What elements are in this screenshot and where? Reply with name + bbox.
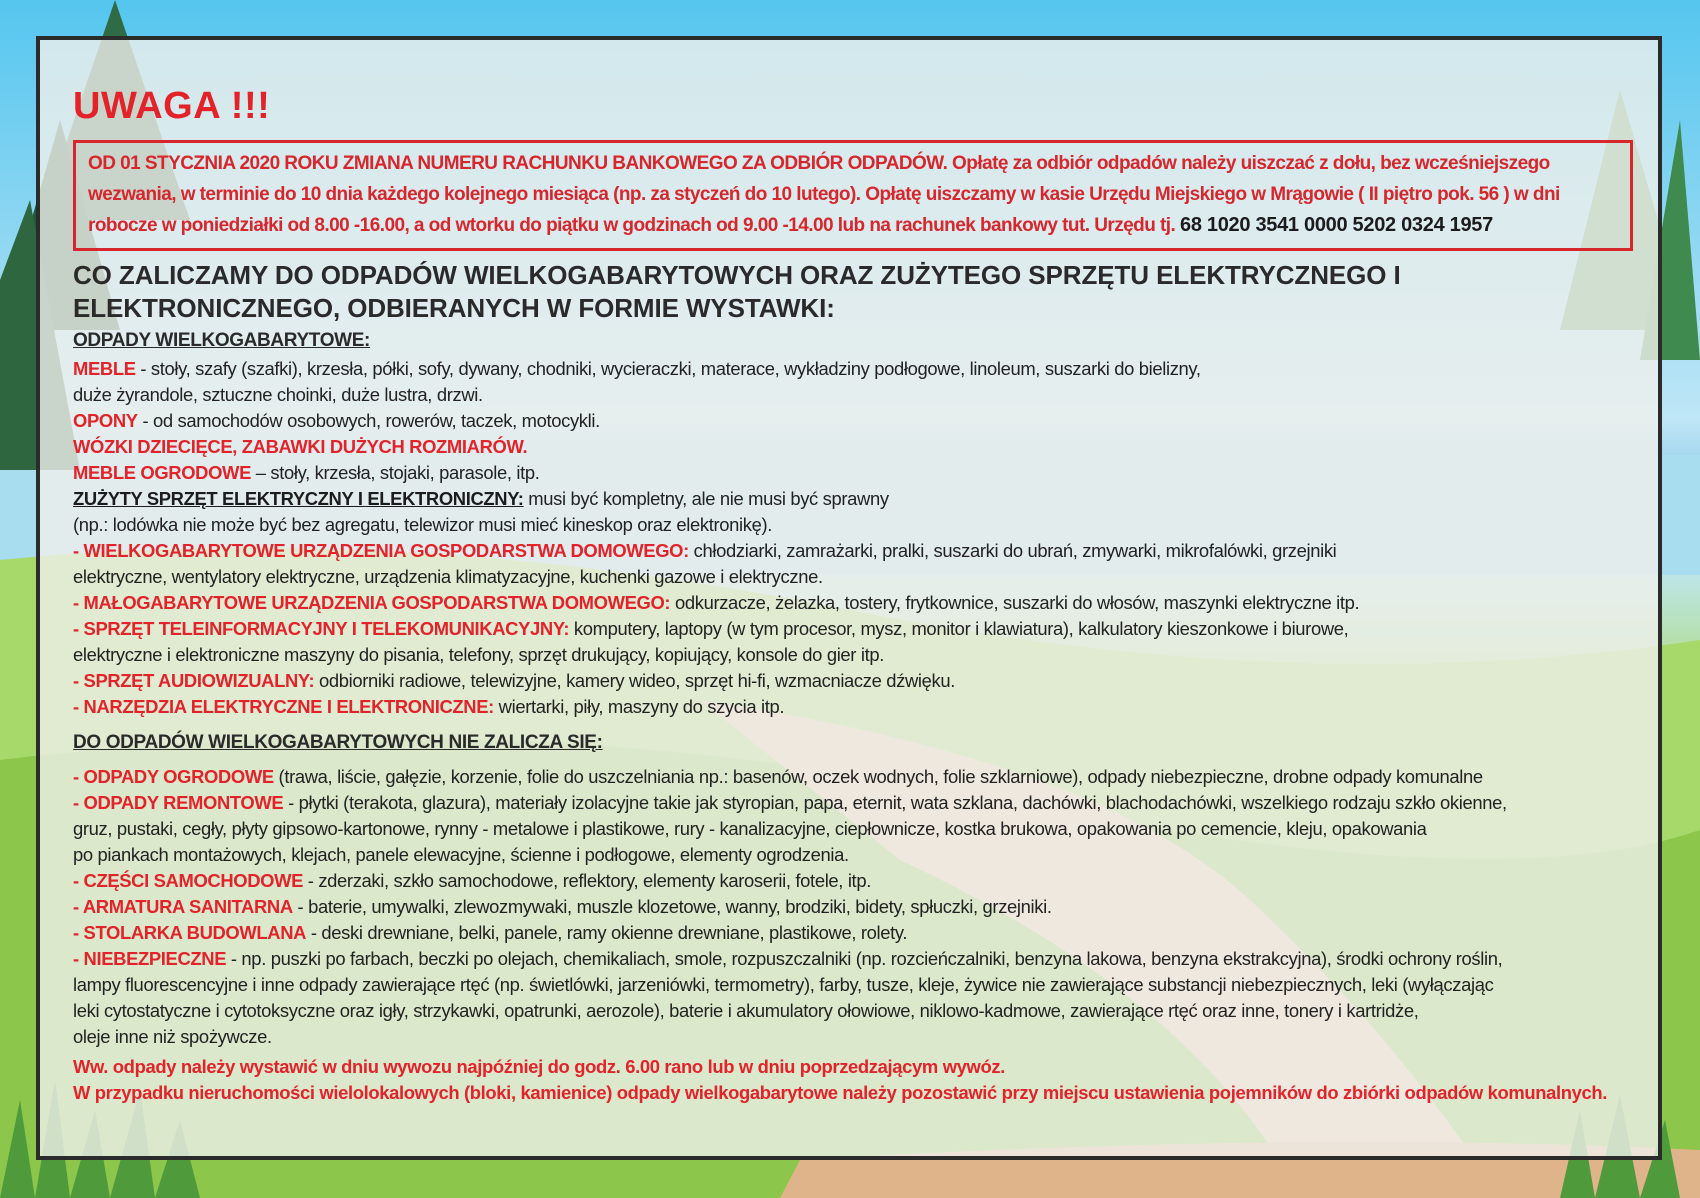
list-item-narzedzia: - NARZĘDZIA ELEKTRYCZNE I ELEKTRONICZNE: wiertarki, piły, maszyny do szycia itp.	[73, 695, 785, 717]
list-item-meble-ogrodowe: MEBLE OGRODOWE – stoły, krzesła, stojaki, parasole, itp.	[73, 461, 540, 483]
final-note-1: Ww. odpady należy wystawić w dniu wywozu najpóźniej do godz. 6.00 rano lub w dniu poprzedzającym wywóz.	[73, 1055, 1005, 1077]
bank-account-notice	[73, 140, 1633, 251]
excluded-item-ogrodowe: - ODPADY OGRODOWE (trawa, liście, gałęzie, korzenie, folie do uszczelniania np.: basenów, oczek wodnych, folie szklarniowe), odpady niebezpieczne, drobne odpady komunalne	[73, 765, 1483, 787]
excluded-title: DO ODPADÓW WIELKOGABARYTOWYCH NIE ZALICZA SIĘ:	[73, 731, 603, 753]
excluded-item-armatura: - ARMATURA SANITARNA - baterie, umywalki, zlewozmywaki, muszle klozetowe, wanny, brodziki, bidety, spłuczki, grzejniki.	[73, 895, 1052, 917]
list-item-meble: MEBLE - stoły, szafy (szafki), krzesła, półki, sofy, dywany, chodniki, wycieraczki, materace, wykładziny podłogowe, linoleum, suszarki do bielizny, duże żyrandole, sztuczne choinki, duże lustra, drzwi.	[73, 357, 1201, 405]
excluded-item-samochodowe: - CZĘŚCI SAMOCHODOWE - zderzaki, szkło samochodowe, reflektory, elementy karoserii, fotele, itp.	[73, 869, 871, 891]
document-content	[73, 84, 1643, 1106]
excluded-item-niebezpieczne: - NIEBEZPIECZNE - np. puszki po farbach, beczki po olejach, chemikaliach, smole, rozpuszczalniki (np. rozcieńczalniki, benzyna lakowa, benzyna ekstrakcyjna), środki ochrony roślin, lampy fluorescencyjne i inne odpady zawierające rtęć (np. świetlówki, jarzeniówki, termometry), farby, tusze, kleje, żywice nie zawierające substancji niebezpiecznych, leki (wyłączając leki cytostatyczne i cytotoksyczne oraz igły, strzykawki, opatrunki, aerozole), baterie i akumulatory ołowiowe, niklowo-kadmowe, zawierające rtęć oraz inne, tonery i kartridże, oleje inne niż spożywcze.	[73, 947, 1503, 1047]
list-item-opony: OPONY - od samochodów osobowych, rowerów, taczek, motocykli.	[73, 409, 600, 431]
list-item-audio: - SPRZĘT AUDIOWIZUALNY: odbiorniki radiowe, telewizyjne, kamery wideo, sprzęt hi-fi, wzmacniacze dźwięku.	[73, 669, 956, 691]
section-heading: CO ZALICZAMY DO ODPADÓW WIELKOGABARYTOWYCH ORAZ ZUŻYTEGO SPRZĘTU ELEKTRYCZNEGO I ELEKTRONICZNEGO, ODBIERANYCH W FORMIE WYSTAWKI:	[73, 259, 1401, 323]
list-item-tele: - SPRZĘT TELEINFORMACYJNY I TELEKOMUNIKACYJNY: komputery, laptopy (w tym procesor, mysz, monitor i klawiatura), kalkulatory kieszonkowe i biurowe, elektryczne i elektroniczne maszyny do pisania, telefony, sprzęt drukujący, kopiujący, konsole do gier itp.	[73, 617, 1349, 665]
included-title: ODPADY WIELKOGABARYTOWE:	[73, 329, 371, 351]
list-item-wozki: WÓZKI DZIECIĘCE, ZABAWKI DUŻYCH ROZMIARÓW.	[73, 435, 528, 457]
excluded-item-remontowe: - ODPADY REMONTOWE - płytki (terakota, glazura), materiały izolacyjne takie jak styropian, papa, eternit, wata szklana, dachówki, blachodachówki, wszelkiego rodzaju szkło okienne, gruz, pustaki, cegły, płyty gipsowo-kartonowe, rynny - metalowe i plastikowe, rury - kanalizacyjne, ciepłownicze, kostka brukowa, opakowania po cemencie, kleju, opakowania po piankach montażowych, klejach, panele elewacyjne, ścienne i podłogowe, elementy ogrodzenia.	[73, 791, 1507, 865]
notice-text: OD 01 STYCZNIA 2020 ROKU ZMIANA NUMERU RACHUNKU BANKOWEGO ZA ODBIÓR ODPADÓW. Opłatę za odbiór odpadów należy uiszczać z dołu, bez wcześniejszego wezwania, w terminie do 10 dnia każdego kolejnego miesiąca (np. za styczeń do 10 lutego). Opłatę uiszczamy w kasie Urzędu Miejskiego w Mrągowie ( II piętro pok. 56 ) w dni robocze w poniedziałki od 8.00 -16.00, a od wtorku do piątku w godzinach od 9.00 -14.00 lub na rachunek bankowy tut. Urzędu tj.	[88, 153, 1560, 236]
list-item-wielkogabarytowe: - WIELKOGABARYTOWE URZĄDZENIA GOSPODARSTWA DOMOWEGO: chłodziarki, zamrażarki, pralki, suszarki do ubrań, zmywarki, mikrofalówki, grzejniki elektryczne, wentylatory elektryczne, urządzenia klimatyzacyjne, kuchenki gazowe i elektryczne.	[73, 539, 1337, 587]
final-note-2: W przypadku nieruchomości wielolokalowych (bloki, kamienice) odpady wielkogabarytowe należy pozostawić przy miejscu ustawienia pojemników do zbiórki odpadów komunalnych.	[73, 1081, 1608, 1103]
list-item-malogabarytowe: - MAŁOGABARYTOWE URZĄDZENIA GOSPODARSTWA DOMOWEGO: odkurzacze, żelazka, tostery, frytkownice, suszarki do włosów, maszynki elektryczne itp.	[73, 591, 1360, 613]
excluded-item-stolarka: - STOLARKA BUDOWLANA - deski drewniane, belki, panele, ramy okienne drewniane, plastikowe, rolety.	[73, 921, 908, 943]
list-item-sprzet: ZUŻYTY SPRZĘT ELEKTRYCZNY I ELEKTRONICZNY: musi być kompletny, ale nie musi być sprawny (np.: lodówka nie może być bez agregatu, telewizor musi mieć kineskop oraz elektronikę).	[73, 487, 889, 535]
bank-account-number: 68 1020 3541 0000 5202 0324 1957	[1180, 214, 1493, 236]
page-title: UWAGA !!!	[73, 85, 271, 127]
